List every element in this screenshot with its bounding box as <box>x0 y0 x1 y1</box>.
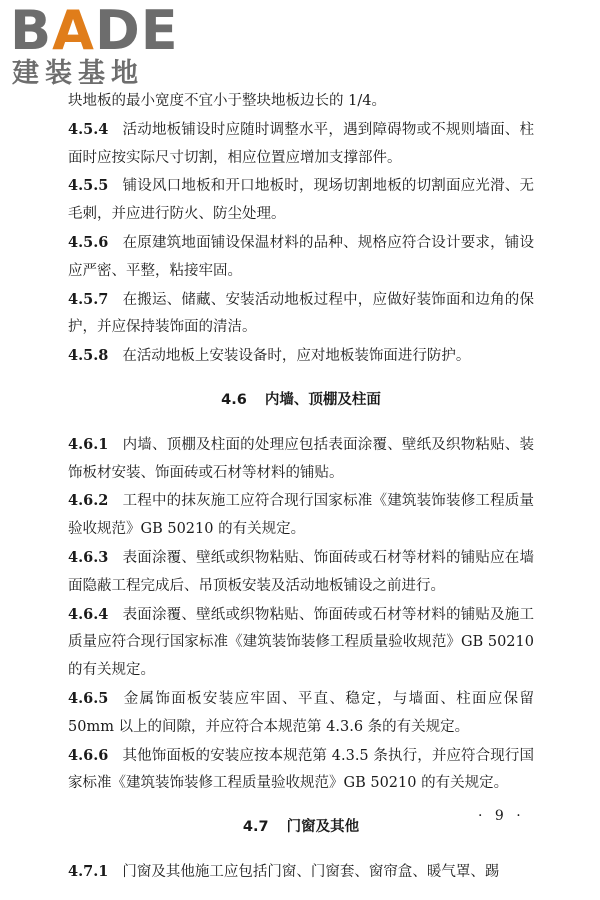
clause-4-5-7 <box>68 286 534 343</box>
clause-number: 4.5.8 <box>68 347 109 365</box>
clause-4-5-6 <box>68 229 534 286</box>
clause-number: 4.5.4 <box>68 120 109 138</box>
clause-text: 在原建筑地面铺设保温材料的品种、规格应符合设计要求，铺设应严密、平整，粘接牢固。 <box>68 234 534 279</box>
clause-4-7-1 <box>68 858 534 887</box>
section-title: 门窗及其他 <box>286 819 360 836</box>
clause-4-6-3 <box>68 544 534 601</box>
clause-number: 4.6.6 <box>68 746 109 764</box>
page-content <box>68 88 534 887</box>
logo-letter-b: B <box>10 0 53 62</box>
bade-logo <box>10 2 180 94</box>
clause-text: 表面涂覆、壁纸或织物粘贴、饰面砖或石材等材料的铺贴及施工质量应符合现行国家标准《建筑装饰装修工程质量验收规范》GB 50210 的有关规定。 <box>68 606 534 679</box>
clause-number: 4.7.1 <box>68 862 109 880</box>
clause-number: 4.6.1 <box>68 435 109 453</box>
logo-letters-de: DE <box>94 0 179 62</box>
logo-wordmark <box>10 2 179 60</box>
section-4-6-clauses <box>68 431 534 798</box>
clause-number: 4.6.2 <box>68 492 109 510</box>
clause-4-5-8 <box>68 342 534 371</box>
continued-paragraph: 块地板的最小宽度不宜小于整块地板边长的 1/4。 <box>68 93 386 109</box>
clause-text: 活动地板铺设时应随时调整水平，遇到障碍物或不规则墙面、柱面时应按实际尺寸切割，相应位置应增加支撑部件。 <box>68 121 534 166</box>
clause-4-5-5 <box>68 172 534 229</box>
section-heading-4-7 <box>68 814 534 842</box>
clause-text: 铺设风口地板和开口地板时，现场切割地板的切割面应光滑、无毛刺，并应进行防火、防尘处理。 <box>68 178 534 223</box>
clause-number: 4.5.6 <box>68 233 109 251</box>
clause-text: 表面涂覆、壁纸或织物粘贴、饰面砖或石材等材料的铺贴应在墙面隐蔽工程完成后、吊顶板安装及活动地板铺设之前进行。 <box>68 549 534 594</box>
clause-4-6-2 <box>68 487 534 544</box>
logo-chinese-name: 建装基地 <box>12 58 144 89</box>
clause-4-6-6 <box>68 742 534 799</box>
page-number: · 9 · <box>478 808 525 824</box>
clause-text: 金属饰面板安装应牢固、平直、稳定，与墙面、柱面应保留 50mm 以上的间隙，并应符合本规范第 4.3.6 条的有关规定。 <box>68 690 534 735</box>
clause-4-6-4 <box>68 601 534 685</box>
clause-text: 在活动地板上安装设备时，应对地板装饰面进行防护。 <box>122 348 471 365</box>
section-title: 内墙、顶棚及柱面 <box>264 391 381 408</box>
section-heading-4-6 <box>68 387 534 415</box>
clause-text: 工程中的抹灰施工应符合现行国家标准《建筑装饰装修工程质量验收规范》GB 50210 的有关规定。 <box>68 493 534 538</box>
clause-4-6-1 <box>68 431 534 488</box>
section-4-5-clauses <box>68 116 534 371</box>
section-4-7-clauses <box>68 858 534 887</box>
clause-number: 4.6.5 <box>68 689 109 707</box>
clause-number: 4.6.4 <box>68 605 109 623</box>
clause-4-5-4 <box>68 116 534 173</box>
logo-letter-a: A <box>52 0 95 62</box>
clause-number: 4.5.7 <box>68 290 109 308</box>
clause-text: 门窗及其他施工应包括门窗、门窗套、窗帘盒、暖气罩、踢 <box>122 863 500 880</box>
clause-number: 4.6.3 <box>68 548 109 566</box>
clause-text: 内墙、顶棚及柱面的处理应包括表面涂覆、壁纸及织物粘贴、装饰板材安装、饰面砖或石材等材料的铺贴。 <box>68 436 534 481</box>
section-number: 4.6 <box>221 391 247 408</box>
section-number: 4.7 <box>242 819 269 836</box>
clause-text: 其他饰面板的安装应按本规范第 4.3.5 条执行，并应符合现行国家标准《建筑装饰装修工程质量验收规范》GB 50210 的有关规定。 <box>68 747 534 792</box>
clause-4-6-5 <box>68 685 534 742</box>
clause-number: 4.5.5 <box>68 177 109 195</box>
clause-text: 在搬运、储藏、安装活动地板过程中，应做好装饰面和边角的保护，并应保持装饰面的清洁。 <box>68 291 534 336</box>
